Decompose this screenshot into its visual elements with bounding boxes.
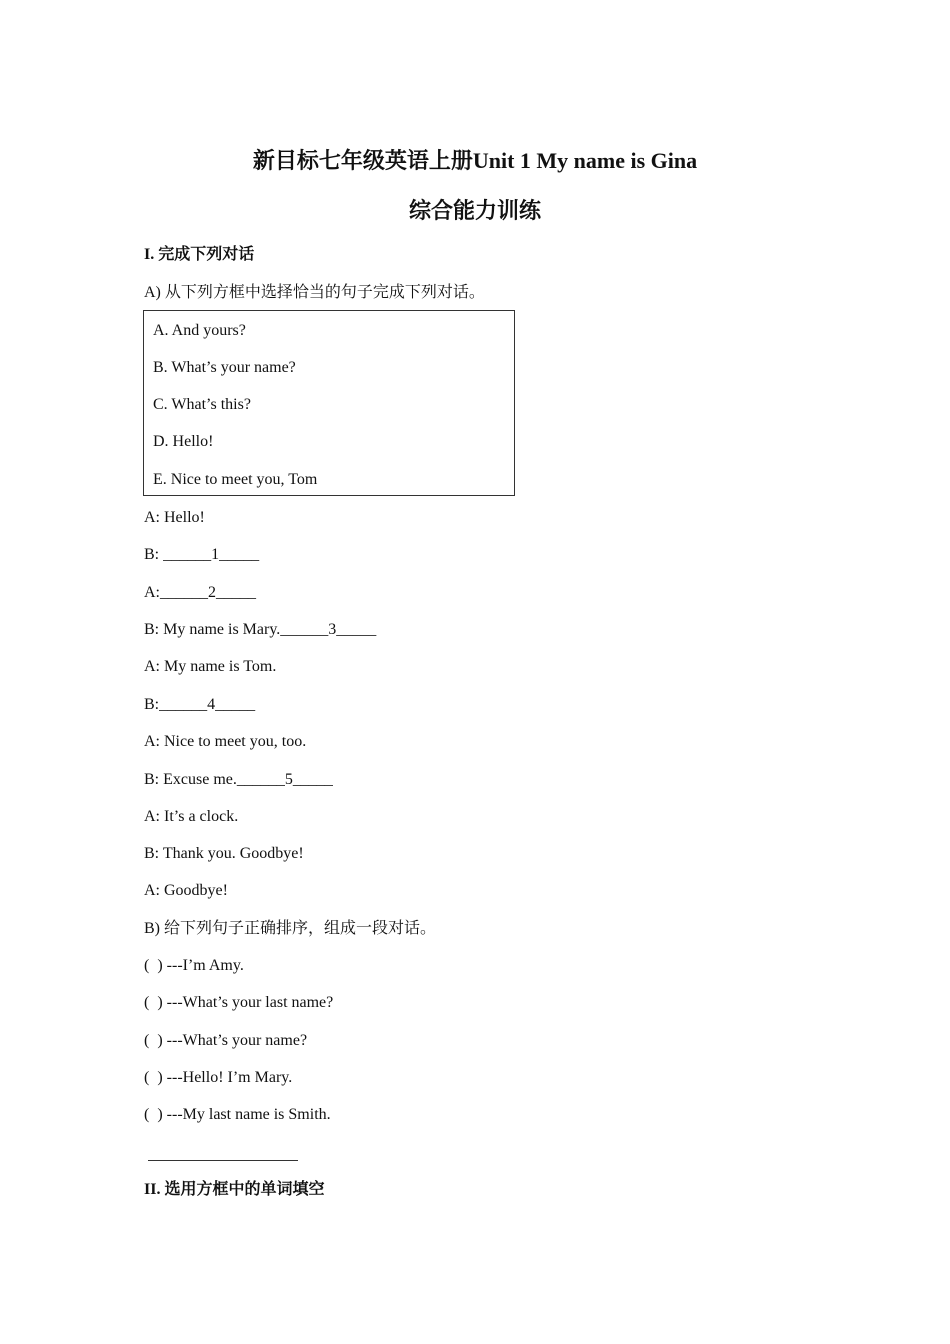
options-box (143, 310, 515, 496)
part-b-instruction: B) 给下列句子正确排序，组成一段对话。 (144, 920, 437, 937)
document-title: 新目标七年级英语上册Unit 1 My name is Gina (252, 148, 698, 173)
dialogue-line: A: Nice to meet you, too. (144, 733, 307, 750)
option-a: A. And yours? (153, 322, 246, 339)
divider-line (148, 1160, 298, 1161)
option-d: D. Hello! (153, 433, 214, 450)
dialogue-line: B: My name is Mary.______3_____ (144, 621, 377, 638)
dialogue-line: A: My name is Tom. (144, 658, 277, 675)
dialogue-line: A: It’s a clock. (144, 808, 239, 825)
dialogue-line: B:______4_____ (144, 696, 256, 713)
dialogue-line: A: Hello! (144, 509, 205, 526)
dialogue-line: A:______2_____ (144, 584, 256, 601)
ordering-item: ( ) ---My last name is Smith. (144, 1106, 331, 1123)
section-2-heading: II. 选用方框中的单词填空 (144, 1181, 325, 1198)
dialogue-line: B: ______1_____ (144, 546, 260, 563)
ordering-item: ( ) ---What’s your last name? (144, 994, 334, 1011)
dialogue-line: B: Thank you. Goodbye! (144, 845, 304, 862)
dialogue-line: A: Goodbye! (144, 882, 228, 899)
ordering-item: ( ) ---I’m Amy. (144, 957, 244, 974)
document-subtitle: 综合能力训练 (408, 198, 541, 223)
option-c: C. What’s this? (153, 396, 251, 413)
dialogue-line: B: Excuse me.______5_____ (144, 771, 333, 788)
ordering-item: ( ) ---Hello! I’m Mary. (144, 1069, 293, 1086)
part-a-instruction: A) 从下列方框中选择恰当的句子完成下列对话。 (144, 284, 485, 301)
ordering-item: ( ) ---What’s your name? (144, 1032, 308, 1049)
option-e: E. Nice to meet you, Tom (153, 471, 318, 488)
option-b: B. What’s your name? (153, 359, 296, 376)
section-1-heading: I. 完成下列对话 (144, 246, 255, 263)
